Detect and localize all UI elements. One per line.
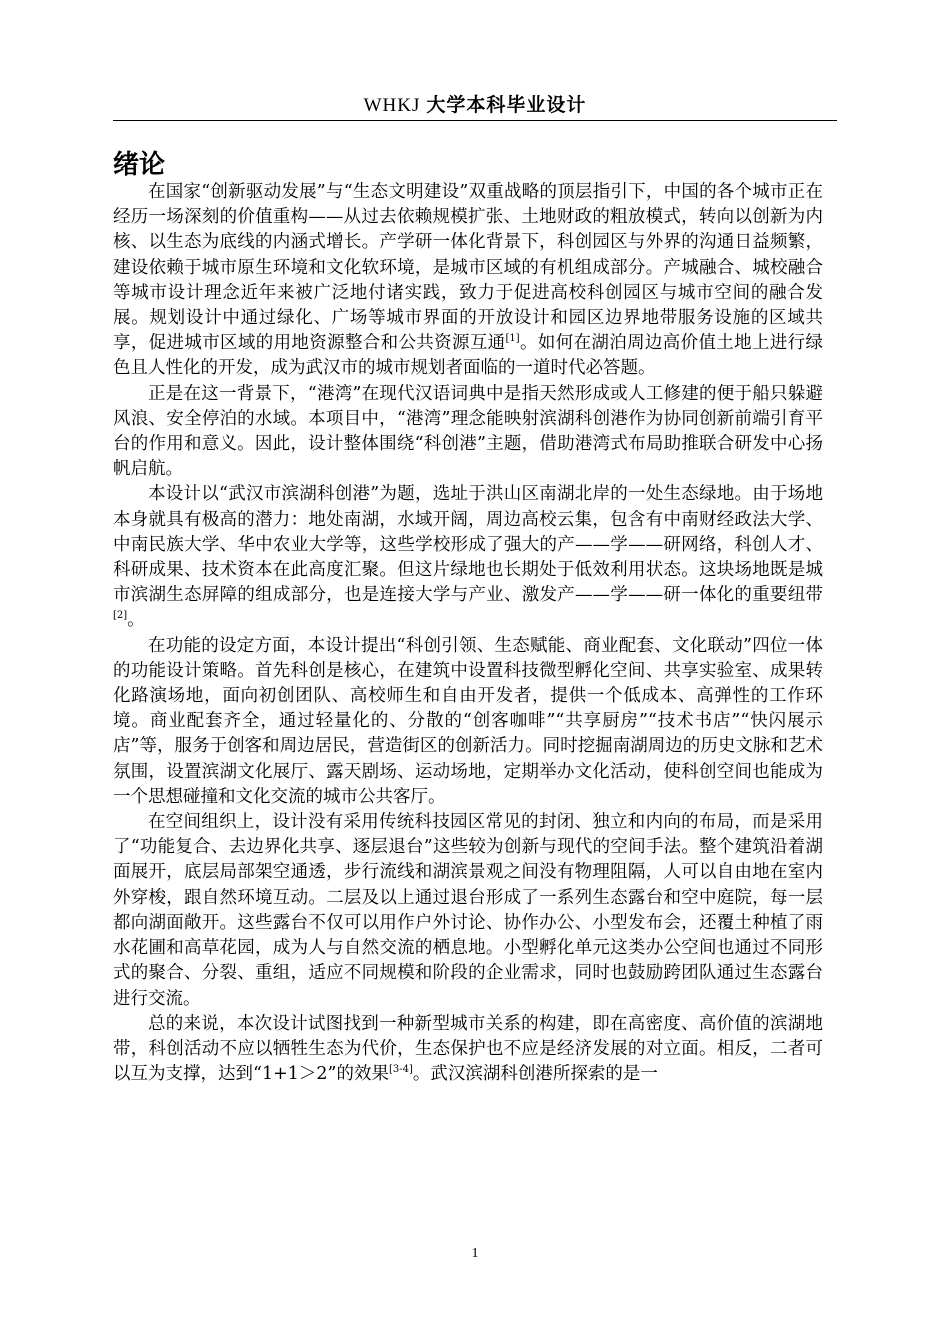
paragraph-2: [113, 382, 823, 483]
paragraph-1: [113, 180, 823, 382]
paragraph-5: [113, 810, 823, 1012]
paragraph-text: 本设计以“武汉市滨湖科创港”为题，选址于洪山区南湖北岸的一处生态绿地。由于场地本身就具有极高的潜力：地处南湖，水域开阔，周边高校云集，包含有中南财经政法大学、中南民族大学、华中农业大学等，这些学校形成了强大的产——学——研网络，科创人才、科研成果、技术资本在此高度汇聚。但这片绿地也长期处于低效利用状态。这块场地既是城市滨湖生态屏障的组成部分，也是连接大学与产业、激发产——学——研一体化的重要纽带: [113, 484, 823, 606]
header-cjk-text: 大学本科毕业设计: [426, 94, 587, 116]
header-rule: [113, 120, 837, 121]
page-number: 1: [471, 1246, 479, 1261]
citation-ref: [2]: [113, 610, 128, 622]
paragraph-text: 在功能的设定方面，本设计提出“科创引领、生态赋能、商业配套、文化联动”四位一体的功能设计策略。首先科创是核心，在建筑中设置科技微型孵化空间、共享实验室、成果转化路演场地，面向初创团队、高校师生和自由开发者，提供一个低成本、高弹性的工作环境。商业配套齐全，通过轻量化的、分散的“创客咖啡”“共享厨房”“技术书店”“快闪展示店”等，服务于创客和周边居民，营造街区的创新活力。同时挖掘南湖周边的历史文脉和艺术氛围，设置滨湖文化展厅、露天剧场、运动场地，定期举办文化活动，使科创空间也能成为一个思想碰撞和文化交流的城市公共客厅。: [113, 635, 823, 807]
paragraph-text: 在空间组织上，设计没有采用传统科技园区常见的封闭、独立和内向的布局，而是采用了“功能复合、去边界化共享、逐层退台”这些较为创新与现代的空间手法。整个建筑沿着湖面展开，底层局部架空通透，步行流线和湖滨景观之间没有物理阻隔，人可以自由地在室内外穿梭，跟自然环境互动。二层及以上通过退台形成了一系列生态露台和空中庭院，每一层都向湖面敞开。这些露台不仅可以用作户外讨论、协作办公、小型发布会，还覆土种植了雨水花圃和高草花园，成为人与自然交流的栖息地。小型孵化单元这类办公空间也通过不同形式的聚合、分裂、重组，适应不同规模和阶段的企业需求，同时也鼓励跨团队通过生态露台进行交流。: [113, 812, 823, 1009]
paragraph-text: 在国家“创新驱动发展”与“生态文明建设”双重战略的顶层指引下，中国的各个城市正在经历一场深刻的价值重构——从过去依赖规模扩张、土地财政的粗放模式，转向以创新为内核、以生态为底线的内涵式增长。产学研一体化背景下，科创园区与外界的沟通日益频繁，建设依赖于城市原生环境和文化软环境，是城市区域的有机组成部分。产城融合、城校融合等城市设计理念近年来被广泛地付诸实践，致力于促进高校科创园区与城市空间的融合发展。规划设计中通过绿化、广场等城市界面的开放设计和园区边界地带服务设施的区域共享，促进城市区域的用地资源整合和公共资源互通: [113, 182, 823, 354]
paragraph-4: [113, 634, 823, 810]
paragraph-tail: 。: [127, 610, 145, 631]
paragraph-6: [113, 1012, 823, 1088]
body-content: [113, 180, 823, 1087]
paragraph-text: 正是在这一背景下，“港湾”在现代汉语词典中是指天然形成或人工修建的便于船只躲避风浪、安全停泊的水域。本项目中，“港湾”理念能映射滨湖科创港作为协同创新前端引育平台的作用和意义。因此，设计整体围绕“科创港”主题，借助港湾式布局助推联合研发中心扬帆启航。: [113, 383, 823, 480]
citation-ref: [3-4]: [388, 1064, 413, 1076]
paragraph-text: 总的来说，本次设计试图找到一种新型城市关系的构建，即在高密度、高价值的滨湖地带，科创活动不应以牺牲生态为代价，生态保护也不应是经济发展的对立面。相反，二者可以互为支撑，达到“1+1＞2”的效果: [113, 1013, 823, 1085]
paragraph-tail: 。武汉滨湖科创港所探索的是一: [412, 1064, 658, 1085]
header-latin-text: WHKJ: [363, 95, 421, 116]
paragraph-tail: 。如何在湖泊周边高价值土地上进行绿色且人性化的开发，成为武汉市的城市规划者面临的一道时代必答题。: [113, 333, 824, 379]
citation-ref: [1]: [505, 333, 520, 345]
paragraph-3: [113, 482, 823, 633]
section-title: 绪论: [113, 150, 166, 180]
running-header: [113, 92, 837, 119]
